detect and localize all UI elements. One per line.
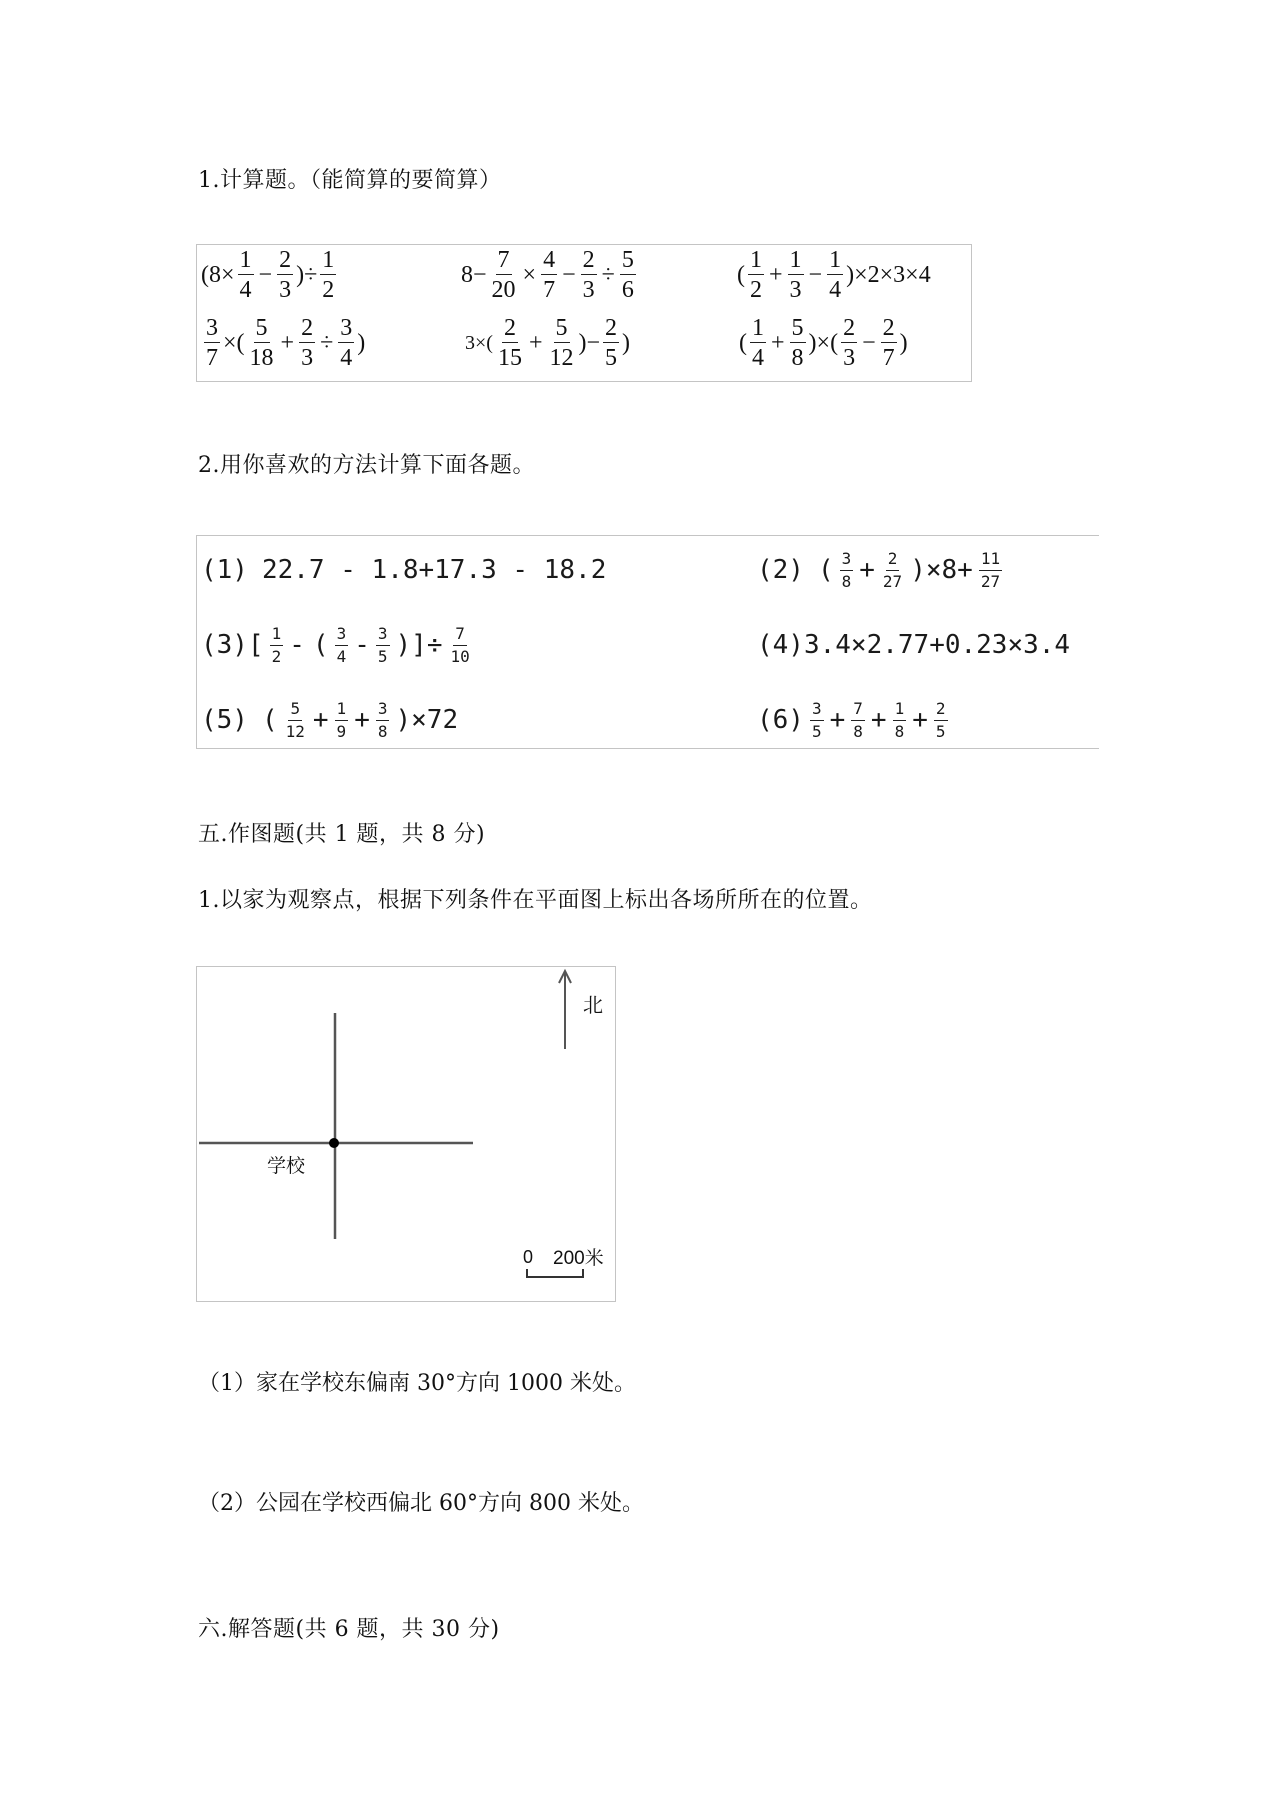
formula-2-3: (3) [ $\frac{1}{2}$ - ( $\frac{3}{4}$ - $\frac{3}{5}$ ) ]÷ $\frac{7}{10}$ xyxy=(201,623,470,666)
school-point xyxy=(329,1138,339,1148)
formula-1b: 8− $\frac{7}{20}$ × $\frac{4}{7}$ − $\frac{2}{3}$ ÷ $\frac{5}{6}$ xyxy=(461,247,634,303)
formula-2-1: (1) 22.7 - 1.8+17.3 - 18.2 xyxy=(201,555,607,585)
formula-1e: 3×( $\frac{2}{15}$ + $\frac{5}{12}$ )− $\frac{2}{5}$ ) xyxy=(465,315,631,371)
formula-box-1 xyxy=(196,244,972,382)
formula-1a: (8× $\frac{1}{4}$ − $\frac{2}{3}$ )÷ $\frac{1}{2}$ xyxy=(201,247,335,303)
q1-heading: 1.计算题。（能简算的要简算） xyxy=(198,168,502,193)
north-arrow-icon xyxy=(559,971,571,1049)
formula-box-2 xyxy=(196,535,1099,749)
scale-bar xyxy=(527,1269,583,1277)
formula-2-6: (6) $\frac{3}{5}$ + $\frac{7}{8}$ + $\frac{1}{8}$ + $\frac{2}{5}$ xyxy=(757,698,946,741)
scale-label: 200米 xyxy=(553,1248,604,1269)
condition-2: （2）公园在学校西偏北 60°方向 800 米处。 xyxy=(198,1491,644,1516)
scale-zero-label: 0 xyxy=(523,1247,534,1267)
map-diagram xyxy=(196,966,616,1302)
condition-1: （1）家在学校东偏南 30°方向 1000 米处。 xyxy=(198,1371,636,1396)
section5-q1: 1.以家为观察点，根据下列条件在平面图上标出各场所所在的位置。 xyxy=(198,888,873,913)
formula-1d: $\frac{3}{7}$ ×( $\frac{5}{18}$ + $\frac{2}{3}$ ÷ $\frac{3}{4}$ ) xyxy=(206,315,366,371)
section5-heading: 五.作图题(共 1 题，共 8 分) xyxy=(198,822,486,847)
formula-1c: ( $\frac{1}{2}$ + $\frac{1}{3}$ − $\frac{1}{4}$ )×2×3×4 xyxy=(737,247,931,303)
north-label: 北 xyxy=(583,993,603,1017)
formula-2-4: (4) 3.4×2.77+0.23×3.4 xyxy=(757,630,1071,660)
section6-heading: 六.解答题(共 6 题，共 30 分) xyxy=(198,1617,500,1642)
formula-2-2: (2) ( $\frac{3}{8}$ + $\frac{2}{27}$ ) ×8+ $\frac{11}{27}$ xyxy=(757,548,1001,591)
school-label: 学校 xyxy=(267,1155,306,1177)
q2-heading: 2.用你喜欢的方法计算下面各题。 xyxy=(198,453,535,478)
formula-1f: ( $\frac{1}{4}$ + $\frac{5}{8}$ )×( $\frac{2}{3}$ − $\frac{2}{7}$ ) xyxy=(739,315,908,371)
formula-2-5: (5) ( $\frac{5}{12}$ + $\frac{1}{9}$ + $\frac{3}{8}$ ) ×72 xyxy=(201,698,459,741)
